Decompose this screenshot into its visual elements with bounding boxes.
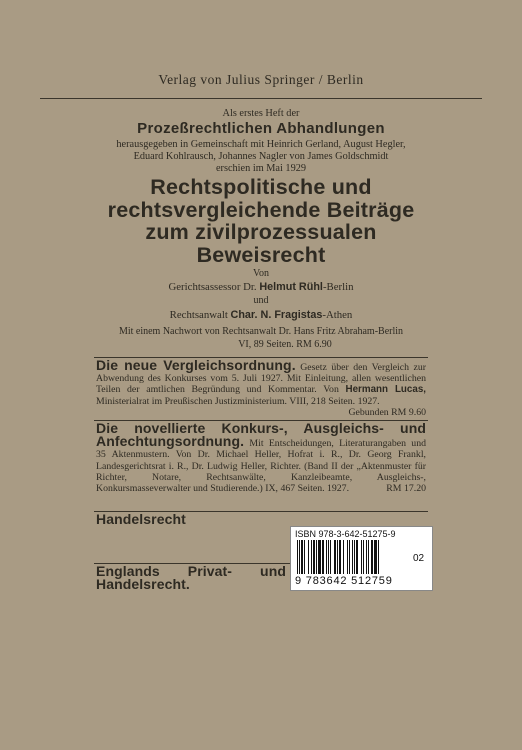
barcode-bar — [361, 540, 362, 574]
barcode-bar — [330, 540, 331, 574]
entry-2-price: RM 17.20 — [386, 483, 426, 495]
barcode-bar — [368, 540, 369, 574]
isbn-digits: 9 783642 512759 — [295, 575, 393, 587]
author-1-prefix: Gerichtsassessor Dr. — [168, 281, 257, 293]
barcode-bars — [295, 540, 407, 574]
series-published: erschien im Mai 1929 — [215, 163, 307, 174]
isbn-addon: 02 — [413, 553, 425, 564]
entry-4-title: Englands Privat- und Handelsrecht. — [96, 563, 286, 593]
isbn-barcode — [290, 526, 433, 591]
barcode-bar — [347, 540, 348, 574]
authors-und: und — [253, 295, 269, 306]
barcode-bar — [366, 540, 367, 574]
barcode-bar — [322, 540, 324, 574]
barcode-bar — [334, 540, 336, 574]
barcode-bar — [301, 540, 303, 574]
entry-1-price: Gebunden RM 9.60 — [348, 406, 426, 418]
barcode-bar — [308, 540, 309, 574]
author-2-suffix: -Athen — [322, 309, 353, 321]
main-title — [0, 176, 522, 266]
main-title-line-2: rechtsvergleichende Beiträge — [107, 197, 415, 222]
publisher-line: Verlag von Julius Springer / Berlin — [158, 72, 364, 87]
entry-1-title: Die neue Vergleichsordnung. — [96, 357, 296, 373]
top-rule — [40, 98, 482, 99]
author-2-name: Char. N. Fragistas — [230, 309, 323, 321]
barcode-bar — [339, 540, 341, 574]
author-1-name: Helmut Rühl — [259, 281, 323, 293]
barcode-bar — [374, 540, 377, 574]
barcode-bar — [326, 540, 327, 574]
barcode-bar — [316, 540, 317, 574]
barcode-bar — [297, 540, 298, 574]
barcode-bar — [378, 540, 379, 574]
entry-2-title: Die novellierte Konkurs-, Ausgleichs- und Anfechtungsordnung. — [96, 420, 426, 450]
main-title-line-3: zum zivilprozessualen — [145, 220, 377, 244]
barcode-bar — [356, 540, 358, 574]
series-editors-1: herausgegeben in Gemeinschaft mit Heinrich Gerland, August Hegler, — [116, 139, 406, 150]
entry-3-title: Handelsrecht — [96, 511, 186, 527]
entry-1-text-1: Gesetz über den Vergleich zur Abwendung des Konkurses vom 5. Juli 1927. Mit Einleitung, allen wesentlichen Teilen der amtlichen Begründung und Kommentar. Von — [96, 362, 426, 396]
series-intro: Als erstes Heft der — [222, 108, 300, 119]
barcode-bar — [299, 540, 300, 574]
series-name: Prozeßrechtlichen Abhandlungen — [137, 120, 385, 137]
entry-englands-recht — [96, 563, 286, 593]
barcode-bar — [337, 540, 338, 574]
main-title-line-1: Rechtspolitische und — [150, 175, 372, 199]
author-1 — [0, 281, 522, 293]
entry-2-text: Mit Entscheidungen, Literaturangaben und 35 Aktenmustern. Von Dr. Michael Heller, Hofrat i. R., Dr. Georg Frankl, Landesgerichtsrat i. R., Dr. Ludwig Heller, Richter. (Band II der „Aktenmuster für Richter, Notare, Rechtsanwälte, Kanzleibeamte, Ausgleichs-, Konkursmasseverwalter und Studierende.) IX, 467 Seiten. 1927. — [96, 438, 426, 495]
series-editors-2: Eduard Kohlrausch, Johannes Nagler von James Goldschmidt — [133, 151, 389, 162]
barcode-bar — [363, 540, 364, 574]
main-title-line-4: Beweisrecht — [196, 242, 326, 267]
barcode-bar — [304, 540, 305, 574]
barcode-bar — [349, 540, 350, 574]
entry-konkursordnung — [96, 420, 426, 495]
barcode-bar — [371, 540, 373, 574]
pages-price: VI, 89 Seiten. RM 6.90 — [238, 339, 332, 350]
author-1-suffix: -Berlin — [322, 281, 354, 293]
barcode-bar — [354, 540, 355, 574]
barcode-bar — [343, 540, 344, 574]
entry-vergleichsordnung — [96, 357, 426, 418]
barcode-bar — [318, 540, 321, 574]
barcode-bar — [352, 540, 353, 574]
entry-1-text-2: Ministerialrat im Preußischen Justizministerium. VIII, 218 Seiten. 1927. — [96, 395, 380, 407]
authors-von: Von — [253, 268, 269, 279]
barcode-bar — [311, 540, 312, 574]
entry-1-author: Hermann Lucas, — [345, 384, 426, 396]
author-2-prefix: Rechtsanwalt — [169, 309, 228, 321]
barcode-bar — [328, 540, 329, 574]
entry-handelsrecht — [96, 511, 286, 527]
isbn-label: ISBN 978-3-642-51275-9 — [295, 529, 396, 539]
afterword: Mit einem Nachwort von Rechtsanwalt Dr. Hans Fritz Abraham-Berlin — [118, 326, 404, 337]
barcode-bar — [313, 540, 315, 574]
author-2 — [0, 309, 522, 321]
